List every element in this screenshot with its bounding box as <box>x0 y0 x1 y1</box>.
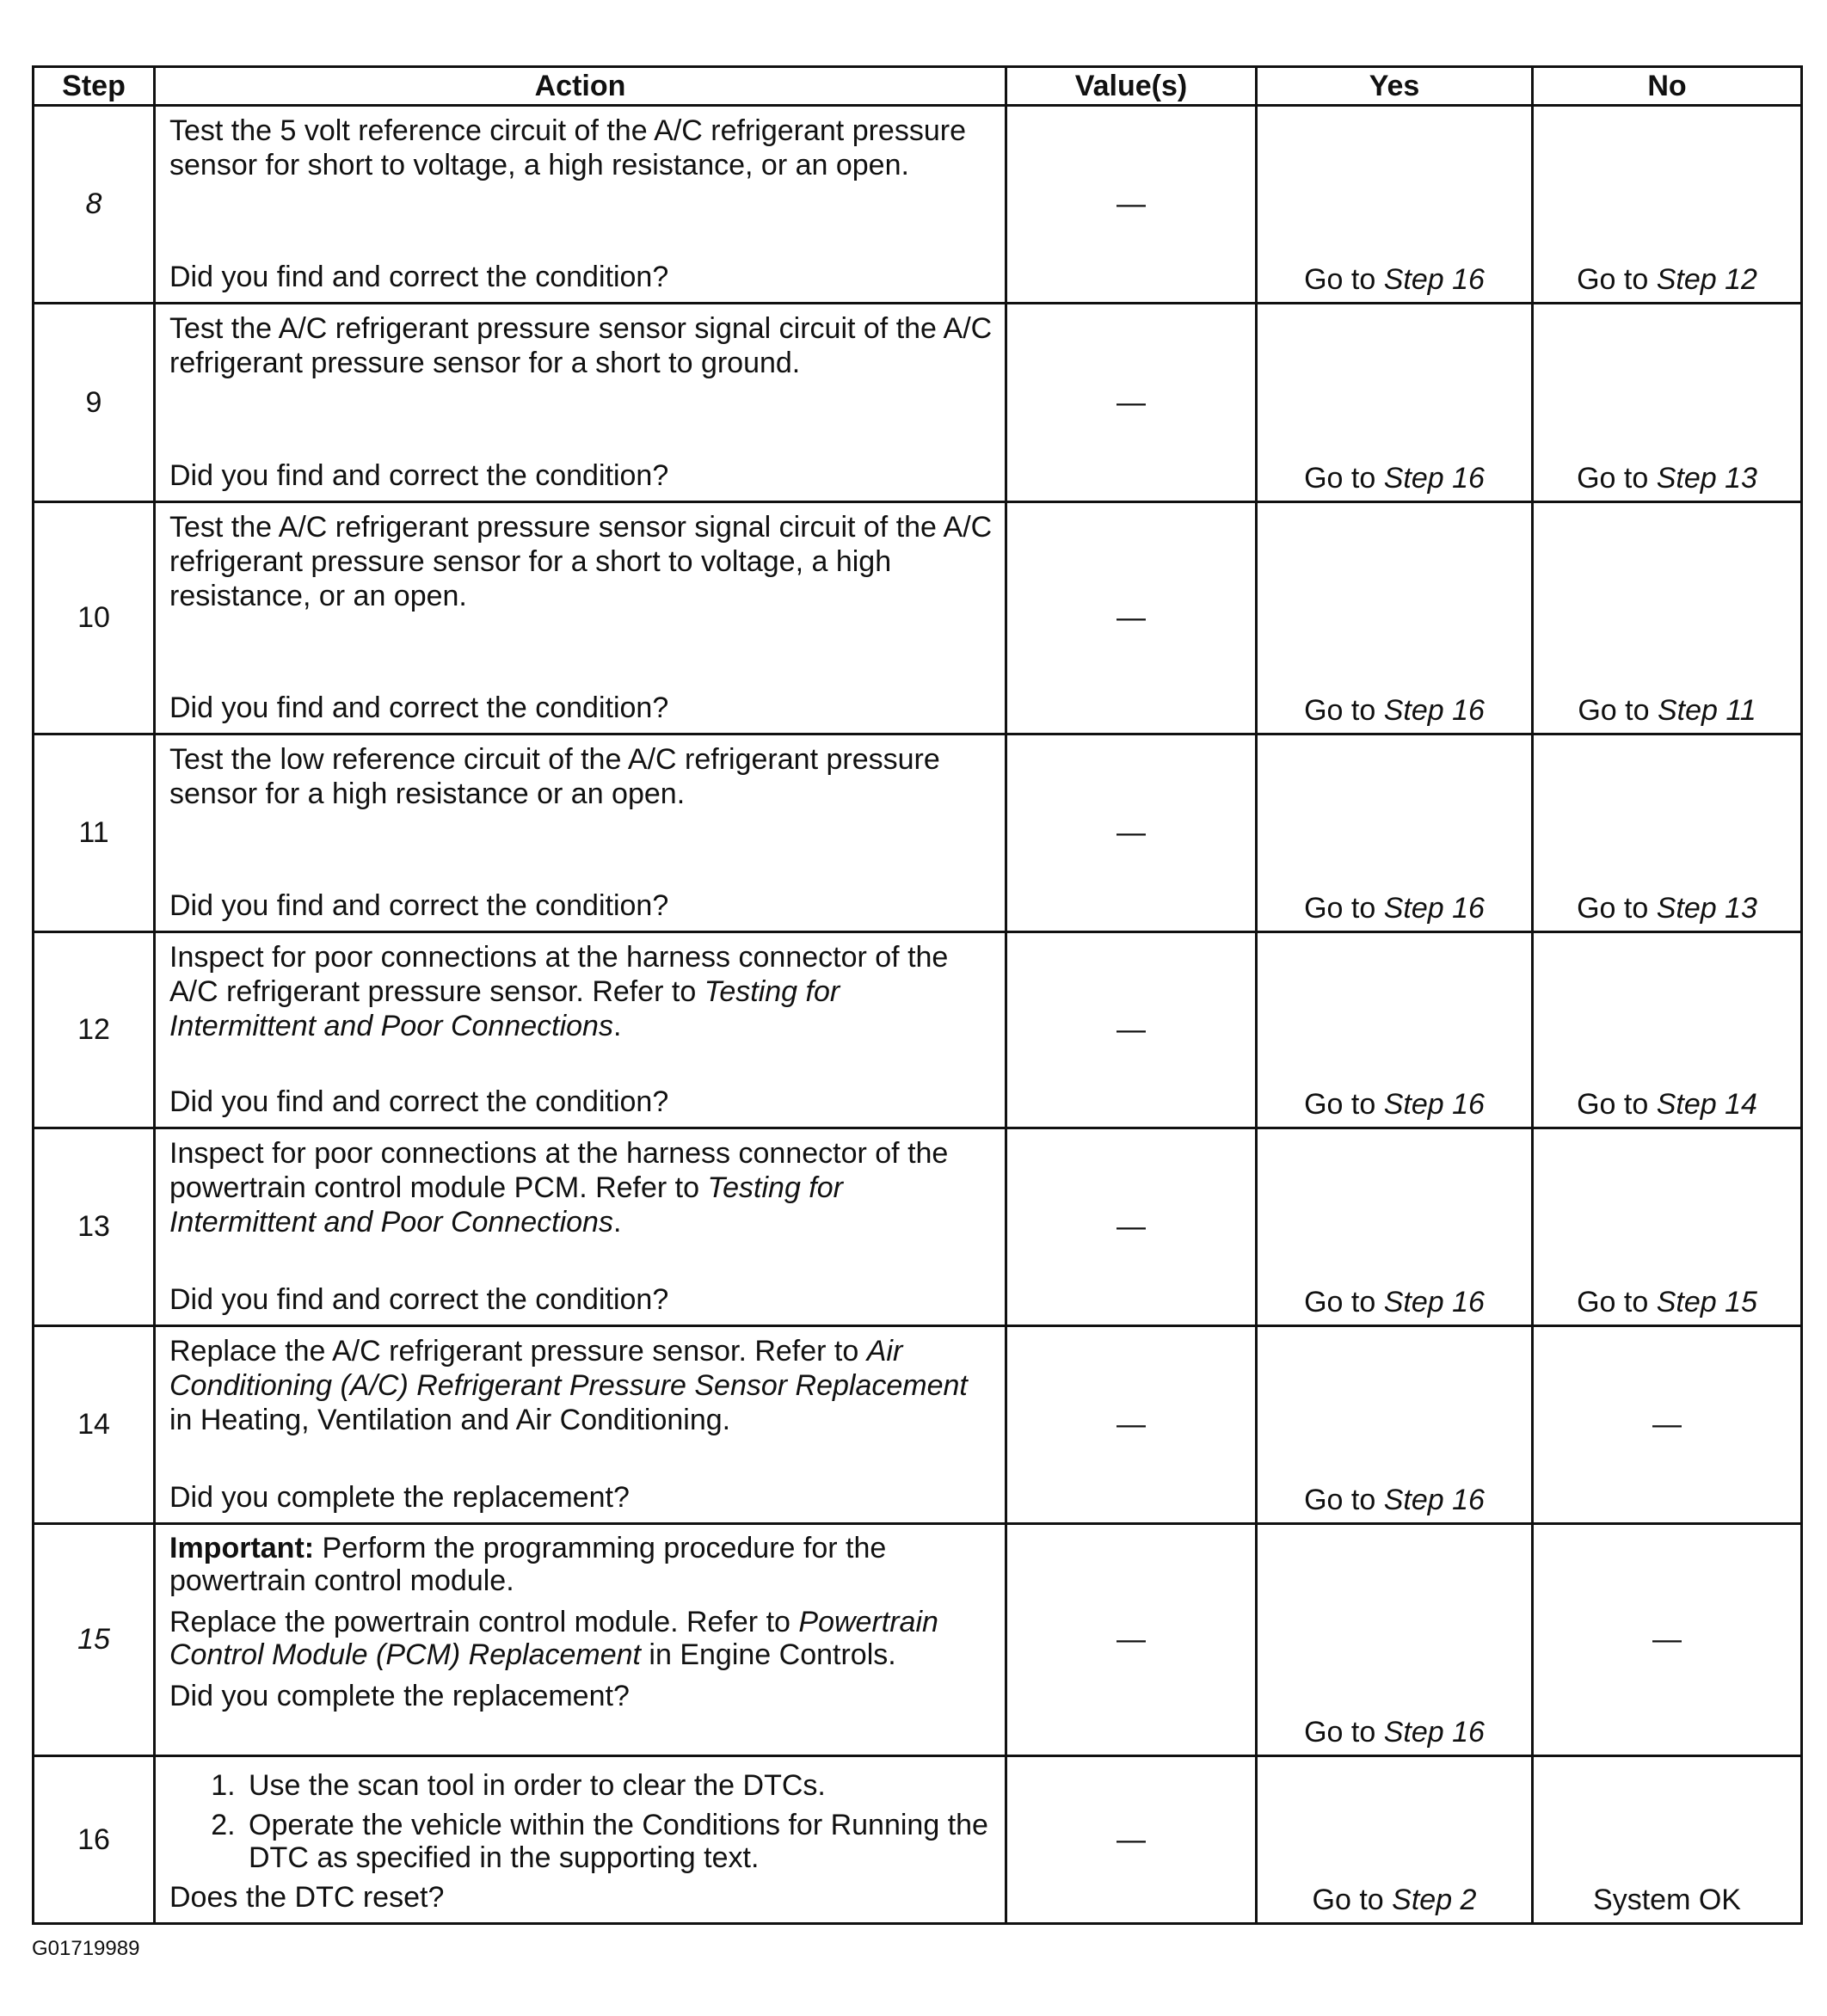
reference-link: Powertrain Control Module (PCM) Replacement <box>169 1606 938 1671</box>
header-action: Action <box>155 67 1006 106</box>
action-text-end: . <box>612 1010 622 1042</box>
goto-step: Step 2 <box>1392 1884 1477 1916</box>
goto-label: Go to <box>1304 462 1376 495</box>
figure-id: G01719989 <box>32 1937 140 1960</box>
goto-label: Go to <box>1577 462 1649 495</box>
value-cell: — <box>1006 734 1257 932</box>
table-row <box>34 1326 1802 1524</box>
goto-step: Step 14 <box>1656 1088 1757 1121</box>
yes-cell <box>1257 734 1533 932</box>
action-cell <box>155 106 1006 304</box>
step-number: 16 <box>34 1756 155 1924</box>
goto-label: Go to <box>1304 892 1376 925</box>
no-cell <box>1533 932 1802 1128</box>
value-cell: — <box>1006 106 1257 304</box>
yes-cell <box>1257 106 1533 304</box>
goto-label: Go to <box>1304 1088 1376 1121</box>
action-question: Did you complete the replacement? <box>169 1680 630 1712</box>
header-no: No <box>1533 67 1802 106</box>
goto-step: Step 11 <box>1657 694 1756 727</box>
goto-step: Step 15 <box>1656 1286 1757 1318</box>
value-cell: — <box>1006 1128 1257 1326</box>
action-text-end: in Heating, Ventilation and Air Conditioning. <box>169 1404 731 1436</box>
no-cell <box>1533 1128 1802 1326</box>
action-question: Did you complete the replacement? <box>169 1481 630 1514</box>
action-question: Did you find and correct the condition? <box>169 459 669 492</box>
action-question: Does the DTC reset? <box>169 1881 445 1914</box>
step-number: 15 <box>34 1524 155 1756</box>
yes-cell <box>1257 502 1533 734</box>
goto-step: Step 13 <box>1656 462 1757 495</box>
reference-link: Testing for Intermittent and Poor Connections <box>169 1171 843 1238</box>
goto-label: Go to <box>1304 263 1376 296</box>
reference-link: Air Conditioning (A/C) Refrigerant Pressure Sensor Replacement <box>169 1335 968 1402</box>
table-row <box>34 734 1802 932</box>
action-text-plain: Replace the powertrain control module. Refer to <box>169 1606 799 1638</box>
goto-step: Step 16 <box>1383 1484 1485 1516</box>
action-text-end: . <box>612 1206 622 1238</box>
action-question: Did you find and correct the condition? <box>169 1085 669 1118</box>
action-text-plain: Replace the A/C refrigerant pressure sensor. Refer to <box>169 1335 867 1368</box>
yes-cell <box>1257 1128 1533 1326</box>
action-cell <box>155 734 1006 932</box>
no-cell: — <box>1533 1326 1802 1524</box>
step-number: 14 <box>34 1326 155 1524</box>
action-text: Test the A/C refrigerant pressure sensor signal circuit of the A/C refrigerant pressure sensor for a short to ground. <box>169 312 993 379</box>
goto-label: Go to <box>1577 263 1649 296</box>
value-cell: — <box>1006 1756 1257 1924</box>
no-cell <box>1533 502 1802 734</box>
action-cell <box>155 304 1006 502</box>
table-row <box>34 1524 1802 1756</box>
step-number: 11 <box>34 734 155 932</box>
diagnostic-table <box>32 65 1803 1925</box>
goto-label: Go to <box>1304 694 1376 727</box>
action-cell <box>155 932 1006 1128</box>
yes-cell <box>1257 304 1533 502</box>
header-yes: Yes <box>1257 67 1533 106</box>
action-text: Test the A/C refrigerant pressure sensor signal circuit of the A/C refrigerant pressure sensor for a short to voltage, a high resistance, or an open. <box>169 511 993 612</box>
no-cell: System OK <box>1533 1756 1802 1924</box>
table-row <box>34 932 1802 1128</box>
action-text: Test the low reference circuit of the A/C refrigerant pressure sensor for a high resistance or an open. <box>169 743 940 810</box>
goto-step: Step 13 <box>1656 892 1757 925</box>
step-number: 10 <box>34 502 155 734</box>
goto-step: Step 12 <box>1656 263 1757 296</box>
goto-label: Go to <box>1304 1716 1376 1749</box>
step-number: 13 <box>34 1128 155 1326</box>
yes-cell <box>1257 932 1533 1128</box>
goto-step: Step 16 <box>1383 462 1485 495</box>
important-note <box>169 1532 993 1597</box>
action-text <box>169 940 993 1043</box>
header-row <box>34 67 1802 106</box>
action-text: Test the 5 volt reference circuit of the A/C refrigerant pressure sensor for short to voltage, a high resistance, or an open. <box>169 114 966 181</box>
action-question: Did you find and correct the condition? <box>169 889 669 922</box>
goto-step: Step 16 <box>1383 263 1485 296</box>
action-text <box>169 1334 993 1437</box>
action-cell <box>155 1326 1006 1524</box>
important-label: Important: <box>169 1532 315 1564</box>
step-number: 9 <box>34 304 155 502</box>
step-number: 8 <box>34 106 155 304</box>
value-cell: — <box>1006 1326 1257 1524</box>
goto-label: Go to <box>1304 1286 1376 1318</box>
goto-step: Step 16 <box>1383 1716 1485 1749</box>
reference-link: Testing for Intermittent and Poor Connections <box>169 975 840 1042</box>
action-cell <box>155 1524 1006 1756</box>
goto-label: Go to <box>1304 1484 1376 1516</box>
goto-label: Go to <box>1577 892 1649 925</box>
table-row <box>34 1756 1802 1924</box>
goto-label: Go to <box>1577 1286 1649 1318</box>
goto-step: Step 16 <box>1383 892 1485 925</box>
action-question: Did you find and correct the condition? <box>169 1283 669 1316</box>
important-text: Perform the programming procedure for the powertrain control module. <box>169 1532 887 1597</box>
value-cell: — <box>1006 502 1257 734</box>
action-text-end: in Engine Controls. <box>640 1638 896 1671</box>
numbered-steps <box>169 1769 993 1874</box>
yes-cell <box>1257 1326 1533 1524</box>
no-cell <box>1533 304 1802 502</box>
goto-label: Go to <box>1578 694 1650 727</box>
table-row <box>34 502 1802 734</box>
list-item: 1. Use the scan tool in order to clear the DTCs. <box>243 1769 993 1802</box>
action-cell <box>155 1756 1006 1924</box>
step-number: 12 <box>34 932 155 1128</box>
no-cell <box>1533 106 1802 304</box>
table-row <box>34 106 1802 304</box>
action-text <box>169 1136 993 1239</box>
table-row <box>34 304 1802 502</box>
table-row <box>34 1128 1802 1326</box>
action-cell <box>155 1128 1006 1326</box>
action-text-plain: Inspect for poor connections at the harness connector of the A/C refrigerant pressure sensor. Refer to <box>169 941 949 1008</box>
goto-label: Go to <box>1312 1884 1384 1916</box>
goto-step: Step 16 <box>1383 1088 1485 1121</box>
no-cell <box>1533 734 1802 932</box>
yes-cell <box>1257 1756 1533 1924</box>
value-cell: — <box>1006 304 1257 502</box>
list-item: 2. Operate the vehicle within the Conditions for Running the DTC as specified in the supporting text. <box>243 1809 993 1874</box>
action-question: Did you find and correct the condition? <box>169 691 669 724</box>
action-cell <box>155 502 1006 734</box>
action-text-plain: Inspect for poor connections at the harness connector of the powertrain control module PCM. Refer to <box>169 1137 949 1204</box>
goto-label: Go to <box>1577 1088 1649 1121</box>
value-cell: — <box>1006 932 1257 1128</box>
goto-step: Step 16 <box>1383 1286 1485 1318</box>
action-text <box>169 1606 993 1671</box>
no-cell: — <box>1533 1524 1802 1756</box>
header-step: Step <box>34 67 155 106</box>
action-question: Did you find and correct the condition? <box>169 261 669 293</box>
header-values: Value(s) <box>1006 67 1257 106</box>
goto-step: Step 16 <box>1383 694 1485 727</box>
yes-cell <box>1257 1524 1533 1756</box>
value-cell: — <box>1006 1524 1257 1756</box>
